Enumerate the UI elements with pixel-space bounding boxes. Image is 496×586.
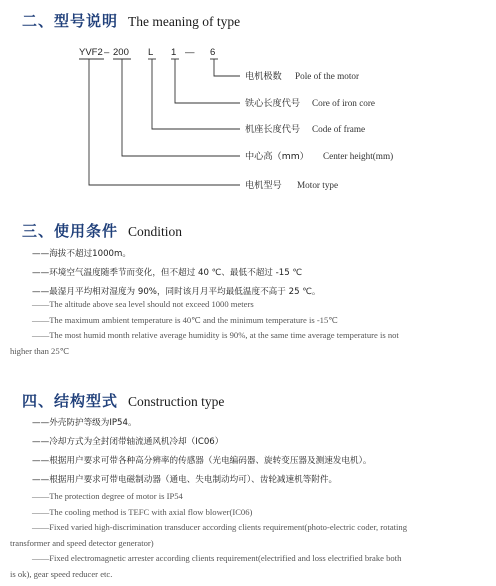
condition-heading-zh: 三、使用条件 (22, 222, 119, 240)
model-center-height: 200 (113, 47, 129, 58)
condition-zh-list (32, 245, 478, 302)
leader-poles (214, 59, 240, 76)
leader-lines (79, 59, 240, 185)
construction-en-line-continuation: transformer and speed detector generator) (10, 537, 154, 548)
label-frame-zh: 机座长度代号 (245, 124, 301, 135)
designation-labels (245, 70, 393, 191)
construction-en-line-continuation: is ok), gear speed reducer etc. (10, 568, 113, 579)
leader-center-height (122, 59, 240, 156)
label-center-height-en: Center height(mm) (323, 151, 394, 161)
label-poles-en: Pole of the motor (295, 71, 360, 81)
construction-zh-line: ——冷却方式为全封闭带轴流通风机冷却（IC06） (32, 437, 224, 447)
model-code (79, 47, 215, 58)
model-designation-diagram (0, 0, 496, 200)
condition-zh-line: ——最湿月平均相对湿度为 90%，同时该月月平均最低温度不高于 25 ℃。 (32, 287, 321, 297)
condition-en-list (10, 297, 478, 359)
construction-zh-line: ——根据用户要求可带电磁制动器（通电、失电制动均可）、齿轮减速机等附件。 (32, 475, 338, 485)
model-frame-prefix: YVF2 (79, 47, 103, 58)
model-dash-2: — (185, 47, 195, 58)
condition-heading-en: Condition (128, 224, 183, 239)
condition-en-line-continuation: higher than 25℃ (10, 345, 70, 356)
leader-motor-type (89, 59, 240, 185)
condition-heading (22, 220, 182, 241)
construction-heading-zh: 四、结构型式 (22, 392, 119, 410)
model-frame-code: L (148, 47, 154, 58)
label-frame-en: Code of frame (312, 124, 366, 134)
model-dash-1: – (104, 47, 110, 58)
model-poles: 6 (210, 47, 216, 58)
construction-en-line: ——The cooling method is TEFC with axial flow blower(IC06) (32, 506, 253, 517)
label-center-height-zh: 中心高（mm） (245, 151, 309, 162)
label-poles-zh: 电机极数 (245, 71, 282, 82)
label-core-zh: 铁心长度代号 (245, 98, 301, 109)
leader-core (175, 59, 240, 103)
label-motor-type-en: Motor type (297, 180, 339, 190)
construction-en-list (10, 489, 478, 582)
leader-frame (152, 59, 240, 129)
construction-zh-list (32, 414, 478, 490)
construction-en-line: ——The protection degree of motor is IP54 (32, 491, 183, 501)
construction-en-line: ——Fixed electromagnetic arrester according clients requirement(electrified and loss electrified brake both (32, 553, 402, 563)
condition-en-line: ——The maximum ambient temperature is 40℃ and the minimum temperature is -15℃ (32, 314, 338, 325)
meaning-heading-zh: 二、型号说明 (22, 12, 119, 30)
meaning-heading-en: The meaning of type (128, 14, 241, 29)
construction-heading-en: Construction type (128, 394, 225, 409)
condition-zh-line: ——海拔不超过1000m。 (32, 249, 131, 259)
condition-en-line: ——The most humid month relative average humidity is 90%, at the same time average temperature is not (32, 330, 399, 340)
construction-zh-line: ——外壳防护等级为IP54。 (32, 418, 137, 428)
construction-en-line: ——Fixed varied high-discrimination transducer according clients requirement(photo-electric coder, rotating (32, 522, 408, 532)
label-motor-type-zh: 电机型号 (245, 180, 282, 191)
condition-zh-line: ——环境空气温度随季节而变化，但不超过 40 ℃、最低不超过 -15 ℃ (32, 268, 303, 278)
label-core-en: Core of iron core (312, 98, 376, 108)
construction-zh-line: ——根据用户要求可带各种高分辨率的传感器（光电编码器、旋转变压器及测速发电机）。 (32, 456, 372, 466)
model-core-code: 1 (171, 47, 177, 58)
construction-heading (22, 390, 224, 411)
condition-en-line: ——The altitude above sea level should not exceed 1000 meters (32, 299, 254, 309)
